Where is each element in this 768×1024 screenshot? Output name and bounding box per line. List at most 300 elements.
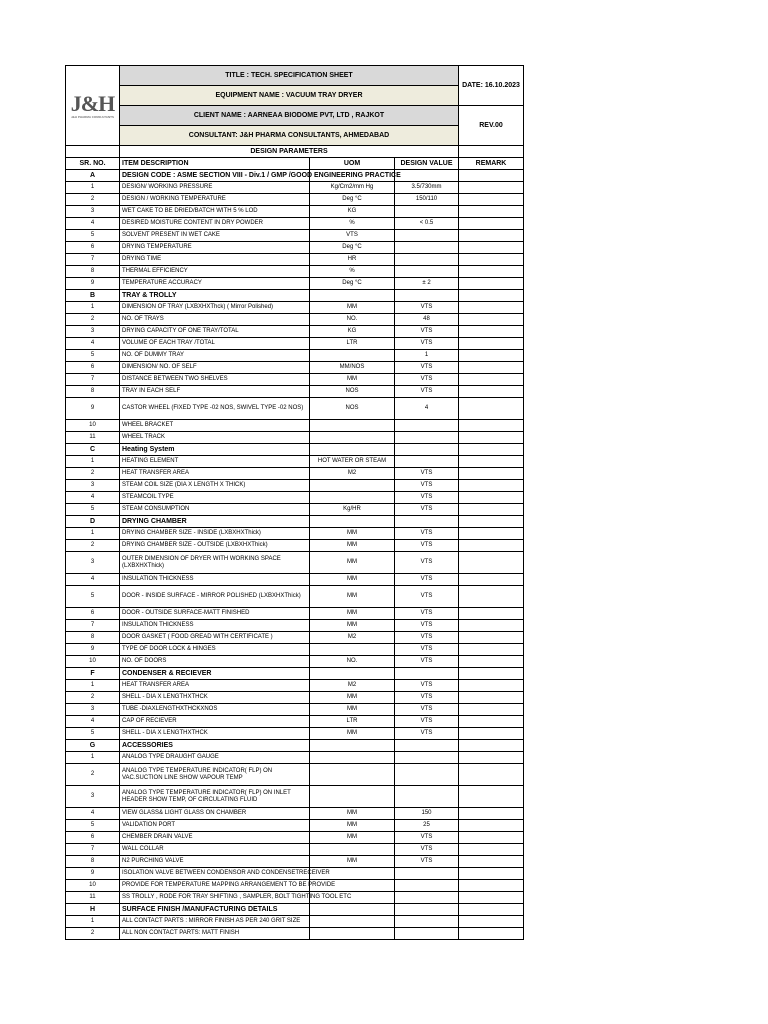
design-value-cell: VTS <box>395 480 459 492</box>
table-row <box>66 362 524 374</box>
design-value-cell <box>395 892 459 904</box>
description-cell: INSULATION THICKNESS <box>120 620 310 632</box>
sheet-date: DATE: 16.10.2023 <box>459 66 524 106</box>
sr-cell: 6 <box>66 362 120 374</box>
description-cell: TUBE -DIAXLENGTHXTHCKXNOS <box>120 704 310 716</box>
uom-cell: Deg °C <box>310 194 395 206</box>
uom-cell: M2 <box>310 680 395 692</box>
sr-cell: 2 <box>66 692 120 704</box>
remark-cell <box>459 808 524 820</box>
table-row <box>66 728 524 740</box>
design-value-cell <box>395 206 459 218</box>
remark-cell <box>459 586 524 608</box>
design-value-cell: 25 <box>395 820 459 832</box>
design-value-cell: VTS <box>395 856 459 868</box>
uom-cell: MM <box>310 820 395 832</box>
col-remark: REMARK <box>459 158 524 170</box>
description-cell: HEAT TRANSFER AREA <box>120 468 310 480</box>
col-item-description: ITEM DESCRIPTION <box>120 158 310 170</box>
description-cell: DISTANCE BETWEEN TWO SHELVES <box>120 374 310 386</box>
design-value-cell <box>395 432 459 444</box>
sr-cell: 8 <box>66 266 120 278</box>
design-value-cell: < 0.5 <box>395 218 459 230</box>
uom-cell: M2 <box>310 468 395 480</box>
description-cell: ANALOG TYPE TEMPERATURE INDICATOR( FLP) ON INLET HEADER SHOW TEMP, OF CIRCULATING FLUID <box>120 786 310 808</box>
description-cell: DOOR GASKET ( FOOD GREAD WITH CERTIFICATE ) <box>120 632 310 644</box>
client-name: CLIENT NAME : AARNEAA BIODOME PVT, LTD , RAJKOT <box>120 106 459 126</box>
remark-cell <box>459 704 524 716</box>
description-cell: DOOR - OUTSIDE SURFACE-MATT FINISHED <box>120 608 310 620</box>
design-value-cell: VTS <box>395 832 459 844</box>
design-value-cell <box>395 242 459 254</box>
description-cell: DIMENSION/ NO. OF SELF <box>120 362 310 374</box>
sr-cell: D <box>66 516 120 528</box>
sr-cell: A <box>66 170 120 182</box>
remark-cell <box>459 668 524 680</box>
sr-cell: 10 <box>66 656 120 668</box>
header-table <box>65 65 524 146</box>
table-row <box>66 242 524 254</box>
remark-cell <box>459 608 524 620</box>
uom-cell: MM <box>310 528 395 540</box>
table-row <box>66 692 524 704</box>
table-row <box>66 892 524 904</box>
sr-cell: G <box>66 740 120 752</box>
description-cell: CASTOR WHEEL (FIXED TYPE -02 NOS, SWIVEL TYPE -02 NOS) <box>120 398 310 420</box>
table-row <box>66 632 524 644</box>
remark-cell <box>459 844 524 856</box>
remark-cell <box>459 350 524 362</box>
description-cell: VOLUME OF EACH TRAY /TOTAL <box>120 338 310 350</box>
design-value-cell <box>395 456 459 468</box>
design-value-cell: 48 <box>395 314 459 326</box>
company-logo <box>66 66 120 146</box>
sr-cell: 4 <box>66 218 120 230</box>
description-cell: NO. OF DUMMY TRAY <box>120 350 310 362</box>
uom-cell: NO. <box>310 656 395 668</box>
description-cell: DESIGN/ WORKING PRESSURE <box>120 182 310 194</box>
design-value-cell <box>395 266 459 278</box>
description-cell: TRAY & TROLLY <box>120 290 310 302</box>
design-value-cell: VTS <box>395 552 459 574</box>
remark-cell <box>459 574 524 586</box>
table-row <box>66 552 524 574</box>
sr-cell: 9 <box>66 398 120 420</box>
design-value-cell <box>395 668 459 680</box>
description-cell: ALL CONTACT PARTS : MIRROR FINISH AS PER 240 GRIT SIZE <box>120 916 310 928</box>
spec-sheet <box>65 65 523 940</box>
description-cell: VIEW GLASS& LIGHT GLASS ON CHAMBER <box>120 808 310 820</box>
description-cell: TEMPERATURE ACCURACY <box>120 278 310 290</box>
remark-cell <box>459 480 524 492</box>
description-cell: DRYING CHAMBER SIZE - OUTSIDE (LXBXHXThick) <box>120 540 310 552</box>
table-row <box>66 374 524 386</box>
parameters-table <box>65 146 524 940</box>
table-row <box>66 752 524 764</box>
remark-cell <box>459 242 524 254</box>
remark-cell <box>459 206 524 218</box>
design-value-cell: 150 <box>395 808 459 820</box>
remark-cell <box>459 218 524 230</box>
design-value-cell: 3.5/730mm <box>395 182 459 194</box>
design-value-cell <box>395 916 459 928</box>
sr-cell: 9 <box>66 278 120 290</box>
design-value-cell <box>395 516 459 528</box>
sr-cell: 11 <box>66 892 120 904</box>
table-row <box>66 574 524 586</box>
uom-cell: MM <box>310 692 395 704</box>
uom-cell: Kg/HR <box>310 504 395 516</box>
section-row <box>66 904 524 916</box>
uom-cell <box>310 928 395 940</box>
design-value-cell: ± 2 <box>395 278 459 290</box>
sr-cell: 3 <box>66 786 120 808</box>
table-row <box>66 432 524 444</box>
remark-cell <box>459 194 524 206</box>
uom-cell: LTR <box>310 716 395 728</box>
description-cell: WHEEL TRACK <box>120 432 310 444</box>
sr-cell: 1 <box>66 752 120 764</box>
description-cell: DOOR - INSIDE SURFACE - MIRROR POLISHED (LXBXHXThick) <box>120 586 310 608</box>
description-cell: CONDENSER & RECIEVER <box>120 668 310 680</box>
sr-cell: 7 <box>66 374 120 386</box>
description-cell: SOLVENT PRESENT IN WET CAKE <box>120 230 310 242</box>
design-value-cell: VTS <box>395 632 459 644</box>
remark-cell <box>459 728 524 740</box>
section-row <box>66 516 524 528</box>
table-row <box>66 456 524 468</box>
remark-cell <box>459 786 524 808</box>
uom-cell: HR <box>310 254 395 266</box>
table-row <box>66 266 524 278</box>
description-cell: TRAY IN EACH SELF <box>120 386 310 398</box>
description-cell: ANALOG TYPE TEMPERATURE INDICATOR( FLP) ON VAC.SUCTION LINE SHOW VAPOUR TEMP <box>120 764 310 786</box>
design-value-cell <box>395 230 459 242</box>
uom-cell: VTS <box>310 230 395 242</box>
description-cell: ACCESSORIES <box>120 740 310 752</box>
uom-cell: NOS <box>310 386 395 398</box>
table-row <box>66 916 524 928</box>
remark-cell <box>459 832 524 844</box>
table-row <box>66 338 524 350</box>
uom-cell <box>310 444 395 456</box>
design-value-cell: VTS <box>395 692 459 704</box>
description-cell: ISOLATION VALVE BETWEEN CONDENSOR AND CONDENSETRECEIVER <box>120 868 310 880</box>
table-row <box>66 644 524 656</box>
table-row <box>66 218 524 230</box>
uom-cell <box>310 432 395 444</box>
remark-cell <box>459 528 524 540</box>
sr-cell: 10 <box>66 880 120 892</box>
table-row <box>66 206 524 218</box>
sr-cell: 1 <box>66 182 120 194</box>
remark-cell <box>459 928 524 940</box>
remark-cell <box>459 266 524 278</box>
description-cell: THERMAL EFFICIENCY <box>120 266 310 278</box>
uom-cell: MM <box>310 374 395 386</box>
remark-cell <box>459 362 524 374</box>
description-cell: ALL NON CONTACT PARTS: MATT FINISH <box>120 928 310 940</box>
design-value-cell: VTS <box>395 644 459 656</box>
description-cell: DESIGN / WORKING TEMPERATURE <box>120 194 310 206</box>
uom-cell: MM <box>310 832 395 844</box>
sr-cell: 10 <box>66 420 120 432</box>
design-value-cell: VTS <box>395 656 459 668</box>
section-row <box>66 668 524 680</box>
remark-cell <box>459 170 524 182</box>
description-cell: TYPE OF DOOR LOCK & HINGES <box>120 644 310 656</box>
uom-cell: MM <box>310 620 395 632</box>
remark-cell <box>459 868 524 880</box>
design-value-cell: VTS <box>395 586 459 608</box>
table-row <box>66 468 524 480</box>
sr-cell: 3 <box>66 480 120 492</box>
description-cell: Heating System <box>120 444 310 456</box>
table-row <box>66 480 524 492</box>
sr-cell: 9 <box>66 644 120 656</box>
design-value-cell <box>395 420 459 432</box>
sr-cell: 7 <box>66 620 120 632</box>
table-row <box>66 608 524 620</box>
table-row <box>66 492 524 504</box>
design-value-cell: VTS <box>395 728 459 740</box>
remark-cell <box>459 656 524 668</box>
remark-cell <box>459 752 524 764</box>
description-cell: SHELL - DIA X LENGTHXTHCK <box>120 692 310 704</box>
col-design-value: DESIGN VALUE <box>395 158 459 170</box>
remark-cell <box>459 632 524 644</box>
description-cell: PROVIDE FOR TEMPERATURE MAPPING ARRANGEMENT TO BE PROVIDE <box>120 880 310 892</box>
remark-cell <box>459 540 524 552</box>
design-value-cell <box>395 928 459 940</box>
uom-cell <box>310 786 395 808</box>
description-cell: INSULATION THICKNESS <box>120 574 310 586</box>
revision: REV.00 <box>459 106 524 146</box>
sr-cell: 6 <box>66 242 120 254</box>
design-value-cell: VTS <box>395 844 459 856</box>
sr-cell: 11 <box>66 432 120 444</box>
uom-cell <box>310 844 395 856</box>
remark-cell <box>459 456 524 468</box>
description-cell: OUTER DIMENSION OF DRYER WITH WORKING SPACE (LXBXHXThick) <box>120 552 310 574</box>
section-row <box>66 290 524 302</box>
description-cell: SS TROLLY , RODE FOR TRAY SHIFTING , SAMPLER, BOLT TIGHTING TOOL ETC <box>120 892 310 904</box>
uom-cell <box>310 764 395 786</box>
design-value-cell <box>395 254 459 266</box>
remark-cell <box>459 420 524 432</box>
remark-cell <box>459 182 524 194</box>
description-cell: N2 PURCHING VALVE <box>120 856 310 868</box>
logo-mark: J&H <box>70 90 115 116</box>
table-row <box>66 704 524 716</box>
table-row <box>66 420 524 432</box>
uom-cell: MM <box>310 552 395 574</box>
remark-cell <box>459 432 524 444</box>
description-cell: DRYING CHAMBER SIZE - INSIDE (LXBXHXThick) <box>120 528 310 540</box>
sr-cell: 4 <box>66 808 120 820</box>
design-value-cell <box>395 880 459 892</box>
uom-cell: MM <box>310 586 395 608</box>
table-row <box>66 230 524 242</box>
sr-cell: B <box>66 290 120 302</box>
remark-cell <box>459 764 524 786</box>
uom-cell: MM <box>310 540 395 552</box>
uom-cell: Kg/Cm2/mm Hg <box>310 182 395 194</box>
description-cell: HEAT TRANSFER AREA <box>120 680 310 692</box>
uom-cell: MM <box>310 808 395 820</box>
table-row <box>66 386 524 398</box>
design-value-cell: VTS <box>395 620 459 632</box>
description-cell: CHEMBER DRAIN VALVE <box>120 832 310 844</box>
table-row <box>66 880 524 892</box>
sr-cell: 5 <box>66 504 120 516</box>
uom-cell: MM <box>310 302 395 314</box>
equipment-name: EQUIPMENT NAME : VACUUM TRAY DRYER <box>120 86 459 106</box>
table-row <box>66 844 524 856</box>
remark-cell <box>459 644 524 656</box>
sr-cell: C <box>66 444 120 456</box>
uom-cell: KG <box>310 326 395 338</box>
remark-cell <box>459 468 524 480</box>
section-row <box>66 740 524 752</box>
remark-cell <box>459 680 524 692</box>
section-row <box>66 170 524 182</box>
design-value-cell <box>395 444 459 456</box>
table-row <box>66 586 524 608</box>
design-value-cell: VTS <box>395 374 459 386</box>
remark-cell <box>459 892 524 904</box>
uom-cell: M2 <box>310 632 395 644</box>
remark-cell <box>459 916 524 928</box>
sr-cell: 8 <box>66 386 120 398</box>
sr-cell: 1 <box>66 680 120 692</box>
description-cell: NO. OF TRAYS <box>120 314 310 326</box>
uom-cell <box>310 492 395 504</box>
sr-cell: 3 <box>66 326 120 338</box>
sr-cell: 5 <box>66 230 120 242</box>
table-row <box>66 868 524 880</box>
sr-cell: 8 <box>66 632 120 644</box>
design-value-cell: VTS <box>395 704 459 716</box>
sr-cell: 6 <box>66 608 120 620</box>
sr-cell: 5 <box>66 350 120 362</box>
sr-cell: 2 <box>66 468 120 480</box>
remark-cell <box>459 880 524 892</box>
remark-cell <box>459 692 524 704</box>
uom-cell: MM <box>310 704 395 716</box>
table-row <box>66 182 524 194</box>
sr-cell: H <box>66 904 120 916</box>
sr-cell: 7 <box>66 254 120 266</box>
remark-cell <box>459 856 524 868</box>
uom-cell: % <box>310 218 395 230</box>
remark-cell <box>459 504 524 516</box>
sr-cell: 9 <box>66 868 120 880</box>
description-cell: ANALOG TYPE DRAUGHT GAUGE <box>120 752 310 764</box>
description-cell: DRYING CHAMBER <box>120 516 310 528</box>
design-value-cell <box>395 752 459 764</box>
table-row <box>66 254 524 266</box>
description-cell: DESIGN CODE : ASME SECTION VIII - Div.1 / GMP /GOOD ENGINEERING PRACTICE <box>120 170 310 182</box>
table-row <box>66 194 524 206</box>
uom-cell <box>310 752 395 764</box>
table-row <box>66 786 524 808</box>
uom-cell: LTR <box>310 338 395 350</box>
remark-cell <box>459 740 524 752</box>
remark-cell <box>459 230 524 242</box>
remark-cell <box>459 552 524 574</box>
design-value-cell: 150/110 <box>395 194 459 206</box>
sr-cell: 1 <box>66 456 120 468</box>
design-value-cell <box>395 170 459 182</box>
table-row <box>66 716 524 728</box>
uom-cell <box>310 644 395 656</box>
design-parameters-heading: DESIGN PARAMETERS <box>120 146 459 158</box>
uom-cell <box>310 668 395 680</box>
sr-cell: 5 <box>66 728 120 740</box>
table-row <box>66 326 524 338</box>
uom-cell: Deg °C <box>310 242 395 254</box>
design-value-cell <box>395 290 459 302</box>
description-cell: WALL COLLAR <box>120 844 310 856</box>
sr-cell: 3 <box>66 704 120 716</box>
remark-cell <box>459 326 524 338</box>
table-row <box>66 528 524 540</box>
uom-cell <box>310 740 395 752</box>
table-row <box>66 928 524 940</box>
remark-cell <box>459 716 524 728</box>
design-value-cell: VTS <box>395 504 459 516</box>
sr-cell: 3 <box>66 206 120 218</box>
sr-cell: 6 <box>66 832 120 844</box>
remark-cell <box>459 278 524 290</box>
remark-cell <box>459 444 524 456</box>
sr-cell: F <box>66 668 120 680</box>
table-row <box>66 302 524 314</box>
design-value-cell <box>395 904 459 916</box>
uom-cell <box>310 350 395 362</box>
sr-cell: 2 <box>66 540 120 552</box>
description-cell: SURFACE FINISH /MANUFACTURING DETAILS <box>120 904 310 916</box>
description-cell: DIMENSION OF TRAY (LXBXHXThck) ( Mirror Polished) <box>120 302 310 314</box>
remark-cell <box>459 386 524 398</box>
table-row <box>66 856 524 868</box>
table-row <box>66 350 524 362</box>
sr-cell: 2 <box>66 194 120 206</box>
uom-cell <box>310 916 395 928</box>
table-row <box>66 832 524 844</box>
uom-cell: MM <box>310 728 395 740</box>
uom-cell: MM <box>310 574 395 586</box>
design-value-cell <box>395 786 459 808</box>
design-value-cell: VTS <box>395 362 459 374</box>
design-value-cell: VTS <box>395 716 459 728</box>
remark-cell <box>459 398 524 420</box>
table-row <box>66 504 524 516</box>
uom-cell <box>310 480 395 492</box>
uom-cell <box>310 420 395 432</box>
description-cell: SHELL - DIA X LENGTHXTHCK <box>120 728 310 740</box>
table-row <box>66 764 524 786</box>
description-cell: DRYING TIME <box>120 254 310 266</box>
sr-cell: 4 <box>66 716 120 728</box>
description-cell: DESIRED MOISTURE CONTENT IN DRY POWDER <box>120 218 310 230</box>
table-row <box>66 278 524 290</box>
description-cell: WET CAKE TO BE DRIED/BATCH WITH 5 % LOD <box>120 206 310 218</box>
design-value-cell: VTS <box>395 540 459 552</box>
description-cell: HEATING ELEMENT <box>120 456 310 468</box>
table-row <box>66 808 524 820</box>
